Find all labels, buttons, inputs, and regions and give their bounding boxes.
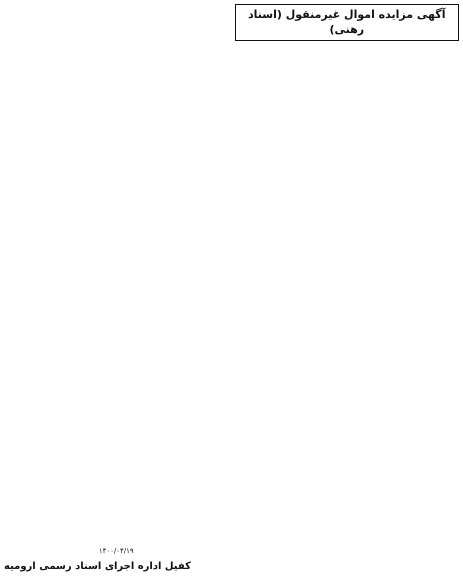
- notice-columns: [4, 4, 459, 572]
- right-column-text: [235, 45, 460, 572]
- signature: کفیل اداره اجرای اسناد رسمی ارومیه: [4, 561, 191, 572]
- right-column: [235, 4, 460, 572]
- left-column: [4, 4, 229, 572]
- notice-title: آگهی مزایده اموال غیرمنقول (اسناد رهنی): [235, 4, 460, 41]
- notice-date: ۱۴۰۰/۰۴/۱۹: [98, 547, 134, 555]
- left-column-text: [4, 4, 229, 545]
